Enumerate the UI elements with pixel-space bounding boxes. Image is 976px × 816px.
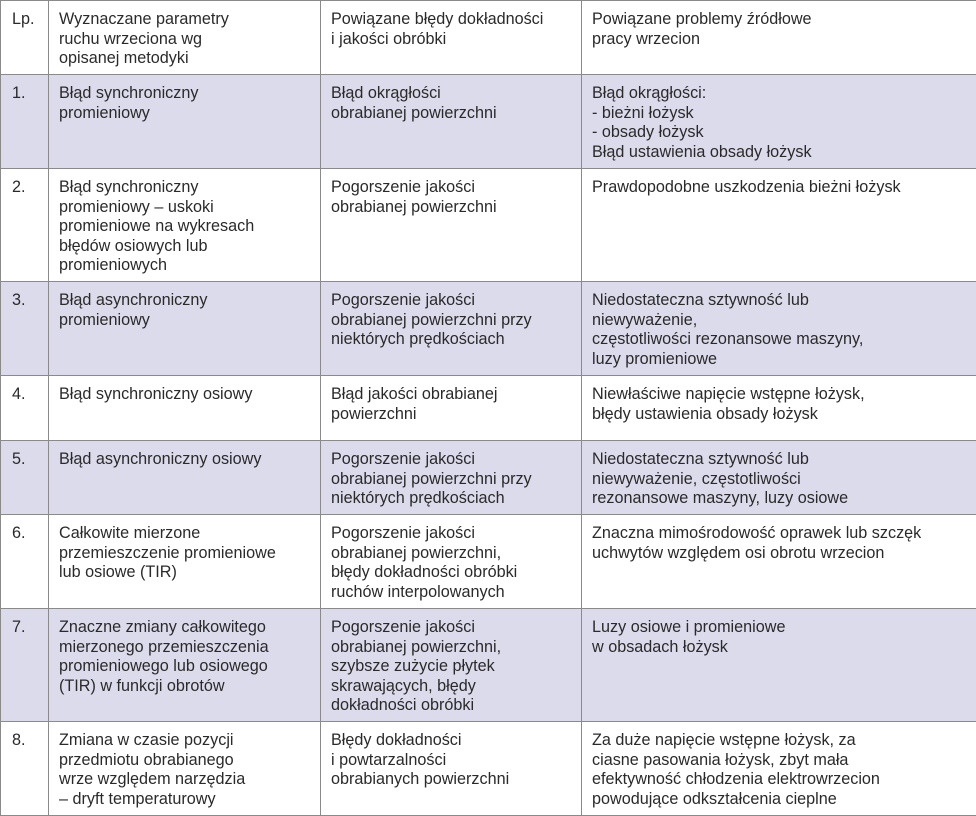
table-header-row: [1, 1, 976, 75]
header-problems: Powiązane problemy źródłowe pracy wrzecion: [582, 1, 976, 75]
cell-parameter: Błąd synchroniczny osiowy: [49, 376, 321, 441]
table-row: [1, 722, 976, 816]
cell-lp: 2.: [1, 169, 49, 282]
cell-parameter: Błąd asynchroniczny promieniowy: [49, 282, 321, 376]
cell-errors: Pogorszenie jakości obrabianej powierzchni: [321, 169, 582, 282]
cell-parameter: Zmiana w czasie pozycji przedmiotu obrabianego wrze względem narzędzia – dryft temperaturowy: [49, 722, 321, 816]
cell-parameter: Błąd asynchroniczny osiowy: [49, 441, 321, 515]
table-row: [1, 169, 976, 282]
cell-parameter: Błąd synchroniczny promieniowy: [49, 75, 321, 169]
cell-errors: Pogorszenie jakości obrabianej powierzchni, błędy dokładności obróbki ruchów interpolowanych: [321, 515, 582, 609]
cell-errors: Błędy dokładności i powtarzalności obrabianych powierzchni: [321, 722, 582, 816]
table-row: [1, 515, 976, 609]
table-row: [1, 282, 976, 376]
header-errors: Powiązane błędy dokładności i jakości obróbki: [321, 1, 582, 75]
cell-lp: 3.: [1, 282, 49, 376]
cell-problems: Za duże napięcie wstępne łożysk, za ciasne pasowania łożysk, zbyt mała efektywność chłodzenia elektrowrzecion powodujące odkształcenia cieplne: [582, 722, 976, 816]
cell-lp: 4.: [1, 376, 49, 441]
cell-parameter: Całkowite mierzone przemieszczenie promieniowe lub osiowe (TIR): [49, 515, 321, 609]
cell-lp: 6.: [1, 515, 49, 609]
table-row: [1, 609, 976, 722]
header-parameters: Wyznaczane parametry ruchu wrzeciona wg opisanej metodyki: [49, 1, 321, 75]
cell-problems: Niewłaściwe napięcie wstępne łożysk, błędy ustawienia obsady łożysk: [582, 376, 976, 441]
cell-lp: 8.: [1, 722, 49, 816]
cell-errors: Pogorszenie jakości obrabianej powierzchni przy niektórych prędkościach: [321, 441, 582, 515]
cell-errors: Pogorszenie jakości obrabianej powierzchni przy niektórych prędkościach: [321, 282, 582, 376]
cell-errors: Pogorszenie jakości obrabianej powierzchni, szybsze zużycie płytek skrawających, błędy dokładności obróbki: [321, 609, 582, 722]
cell-problems: Znaczna mimośrodowość oprawek lub szczęk uchwytów względem osi obrotu wrzecion: [582, 515, 976, 609]
table-row: [1, 441, 976, 515]
cell-errors: Błąd jakości obrabianej powierzchni: [321, 376, 582, 441]
cell-problems: Niedostateczna sztywność lub niewyważenie, częstotliwości rezonansowe maszyny, luzy osiowe: [582, 441, 976, 515]
cell-problems: Luzy osiowe i promieniowe w obsadach łożysk: [582, 609, 976, 722]
cell-parameter: Znaczne zmiany całkowitego mierzonego przemieszczenia promieniowego lub osiowego (TIR) w funkcji obrotów: [49, 609, 321, 722]
cell-lp: 7.: [1, 609, 49, 722]
header-lp: Lp.: [1, 1, 49, 75]
cell-problems: Błąd okrągłości: - bieżni łożysk - obsady łożysk Błąd ustawienia obsady łożysk: [582, 75, 976, 169]
table-row: [1, 75, 976, 169]
cell-problems: Niedostateczna sztywność lub niewyważenie, częstotliwości rezonansowe maszyny, luzy promieniowe: [582, 282, 976, 376]
table-row: [1, 376, 976, 441]
cell-parameter: Błąd synchroniczny promieniowy – uskoki promieniowe na wykresach błędów osiowych lub promieniowych: [49, 169, 321, 282]
cell-lp: 5.: [1, 441, 49, 515]
cell-errors: Błąd okrągłości obrabianej powierzchni: [321, 75, 582, 169]
cell-lp: 1.: [1, 75, 49, 169]
cell-problems: Prawdopodobne uszkodzenia bieżni łożysk: [582, 169, 976, 282]
